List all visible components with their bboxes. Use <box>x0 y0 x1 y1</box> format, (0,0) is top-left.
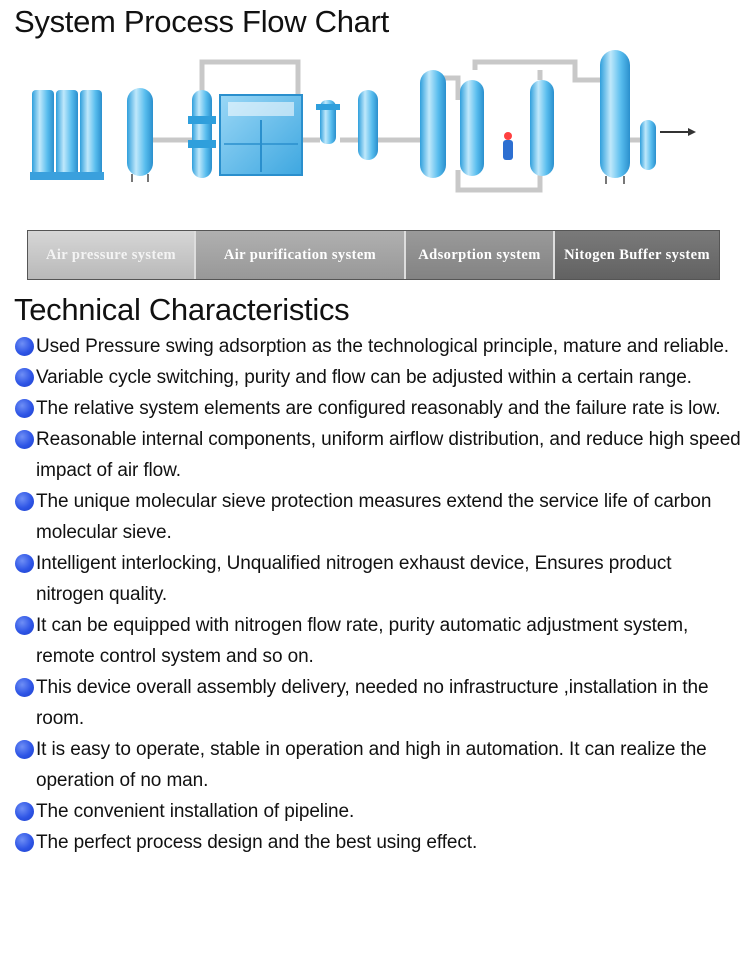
list-item <box>14 734 744 796</box>
list-item <box>14 393 744 424</box>
control-valve-icon <box>503 132 513 160</box>
refrigerated-dryer-icon <box>220 95 302 175</box>
stage-adsorption: Adsorption system <box>406 231 555 279</box>
air-compressor-icon <box>30 90 104 180</box>
list-item-text: Used Pressure swing adsorption as the technological principle, mature and reliable. <box>36 336 729 357</box>
precision-filter-icon <box>316 90 378 160</box>
nitrogen-buffer-tank-icon <box>600 50 630 184</box>
list-item <box>14 548 744 610</box>
list-item-text: The convenient installation of pipeline. <box>36 801 355 822</box>
list-item-text: The unique molecular sieve protection measures extend the service life of carbon molecular sieve. <box>36 491 712 543</box>
outlet-filter-icon <box>640 120 656 170</box>
stage-air-pressure: Air pressure system <box>28 231 196 279</box>
adsorption-tower-a-icon <box>420 70 446 178</box>
pre-filter-icon <box>188 90 216 178</box>
adsorption-tower-b-icon <box>460 80 484 176</box>
stage-nitrogen-buffer: Nitogen Buffer system <box>555 231 719 279</box>
list-item <box>14 610 744 672</box>
bullet-icon <box>15 802 34 821</box>
flow-chart-title: System Process Flow Chart <box>14 4 389 39</box>
list-item-text: Variable cycle switching, purity and flow can be adjusted within a certain range. <box>36 367 692 388</box>
list-item <box>14 486 744 548</box>
stage-air-purification: Air purification system <box>196 231 406 279</box>
list-item-text: The relative system elements are configured reasonably and the failure rate is low. <box>36 398 721 419</box>
list-item-text: The perfect process design and the best using effect. <box>36 832 478 853</box>
list-item-text: This device overall assembly delivery, needed no infrastructure ,installation in the room. <box>36 677 709 729</box>
list-item-text: It is easy to operate, stable in operation and high in automation. It can realize the operation of no man. <box>36 739 707 791</box>
list-item-text: Intelligent interlocking, Unqualified nitrogen exhaust device, Ensures product nitrogen quality. <box>36 553 672 605</box>
adsorption-tower-c-icon <box>530 80 554 176</box>
list-item <box>14 672 744 734</box>
process-stage-bar <box>27 230 720 280</box>
list-item <box>14 331 744 362</box>
bullet-icon <box>15 430 34 449</box>
bullet-icon <box>15 399 34 418</box>
list-item <box>14 796 744 827</box>
bullet-icon <box>15 337 34 356</box>
process-flow-diagram <box>20 40 710 200</box>
air-buffer-tank-icon <box>127 88 153 182</box>
pipe-network <box>140 62 640 190</box>
characteristics-list <box>14 331 744 858</box>
list-item <box>14 362 744 393</box>
list-item <box>14 827 744 858</box>
bullet-icon <box>15 833 34 852</box>
bullet-icon <box>15 678 34 697</box>
list-item <box>14 424 744 486</box>
bullet-icon <box>15 616 34 635</box>
bullet-icon <box>15 368 34 387</box>
list-item-text: It can be equipped with nitrogen flow rate, purity automatic adjustment system, remote control system and so on. <box>36 615 689 667</box>
characteristics-title: Technical Characteristics <box>14 292 350 327</box>
list-item-text: Reasonable internal components, uniform airflow distribution, and reduce high speed impact of air flow. <box>36 429 741 481</box>
outlet-arrow-icon <box>660 128 696 136</box>
bullet-icon <box>15 554 34 573</box>
bullet-icon <box>15 740 34 759</box>
bullet-icon <box>15 492 34 511</box>
